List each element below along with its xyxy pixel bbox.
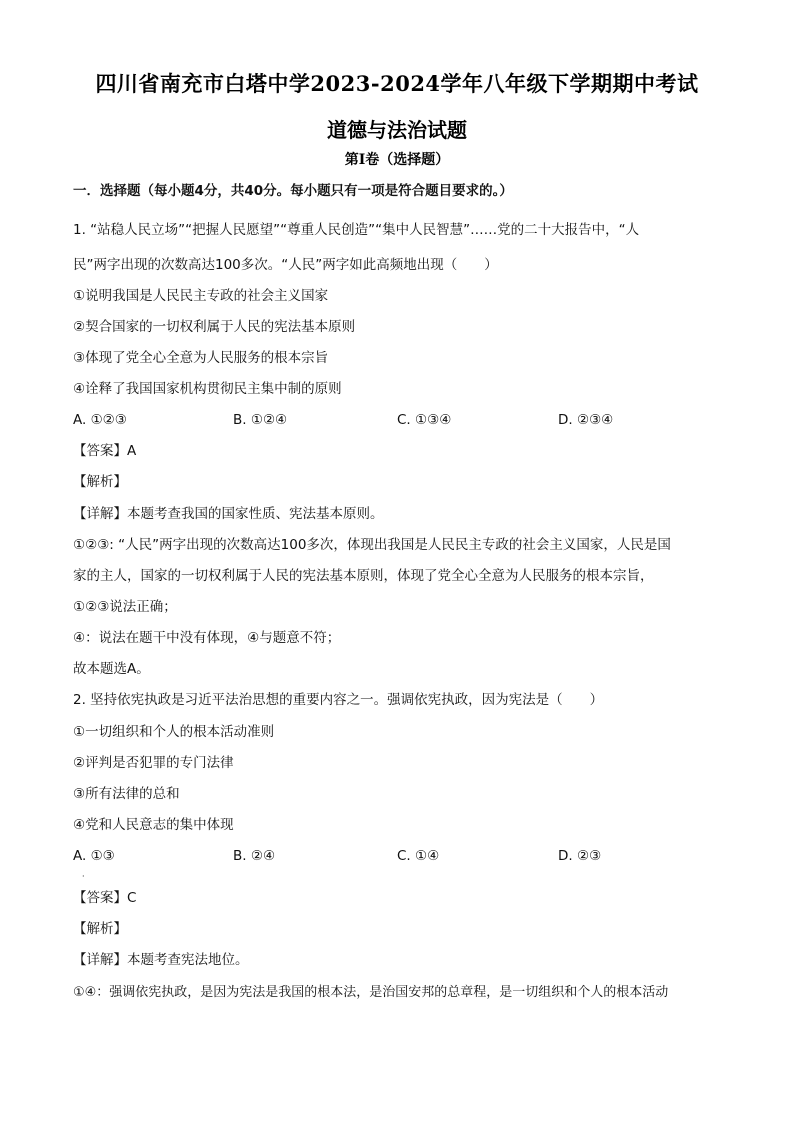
q1-option-d: D. ②③④ <box>558 412 614 428</box>
q2-option-c: C. ①④ <box>397 848 440 864</box>
q2-stem: 2. 坚持依宪执政是习近平法治思想的重要内容之一。强调依宪执政，因为宪法是（ ） <box>73 692 604 708</box>
q1-detail: 【详解】本题考查我国的国家性质、宪法基本原则。 <box>73 506 384 522</box>
q1-explanation-line1: ①②③: “人民”两字出现的次数高达100多次，体现出我国是人民民主专政的社会主义国家，人民是国 <box>73 537 671 553</box>
q1-analysis-label: 【解析】 <box>73 474 127 490</box>
q2-option-b: B. ②④ <box>233 848 276 864</box>
q1-statement-3: ③体现了党全心全意为人民服务的根本宗旨 <box>73 350 329 366</box>
q1-statement-1: ①说明我国是人民民主专政的社会主义国家 <box>73 288 329 304</box>
q1-explanation-line2: 家的主人，国家的一切权利属于人民的宪法基本原则，体现了党全心全意为人民服务的根本宗旨， <box>73 568 654 584</box>
q2-statement-3: ③所有法律的总和 <box>73 786 180 802</box>
q1-statement-4: ④诠释了我国国家机构贯彻民主集中制的原则 <box>73 381 342 397</box>
q2-answer: 【答案】C <box>73 890 137 906</box>
q2-option-a: A. ①③ <box>73 848 115 864</box>
q1-conclusion: 故本题选A。 <box>73 661 150 677</box>
q2-option-d: D. ②③ <box>558 848 602 864</box>
q2-explanation-line1: ①④：强调依宪执政，是因为宪法是我国的根本法，是治国安邦的总章程，是一切组织和个人的根本活动 <box>73 985 669 1000</box>
q2-detail: 【详解】本题考查宪法地位。 <box>73 952 249 968</box>
q2-statement-4: ④党和人民意志的集中体现 <box>73 817 234 833</box>
stray-mark: · <box>82 872 85 881</box>
q1-option-a: A. ①②③ <box>73 412 127 428</box>
section-title: 第Ⅰ卷（选择题） <box>344 152 450 168</box>
q2-statement-2: ②评判是否犯罪的专门法律 <box>73 755 234 771</box>
q2-analysis-label: 【解析】 <box>73 921 127 937</box>
q1-explanation-line3: ①②③说法正确； <box>73 599 177 615</box>
q1-explanation-4: ④：说法在题干中没有体现，④与题意不符； <box>73 630 341 646</box>
q1-option-c: C. ①③④ <box>397 412 452 428</box>
q1-option-b: B. ①②④ <box>233 412 288 428</box>
subject-title: 道德与法治试题 <box>327 118 467 142</box>
part-heading: 一．选择题（每小题4分，共40分。每小题只有一项是符合题目要求的。） <box>73 183 513 199</box>
q1-statement-2: ②契合国家的一切权利属于人民的宪法基本原则 <box>73 319 356 335</box>
q1-stem-line2: 民”两字出现的次数高达100多次。“人民”两字如此高频地出现（ ） <box>73 257 498 273</box>
q1-stem-line1: 1. “站稳人民立场”“把握人民愿望”“尊重人民创造”“集中人民智慧”……党的二十大报告中，“人 <box>73 222 640 238</box>
exam-title: 四川省南充市白塔中学2023-2024学年八年级下学期期中考试 <box>95 71 699 96</box>
q1-answer: 【答案】A <box>73 443 137 459</box>
q2-statement-1: ①一切组织和个人的根本活动准则 <box>73 724 275 740</box>
